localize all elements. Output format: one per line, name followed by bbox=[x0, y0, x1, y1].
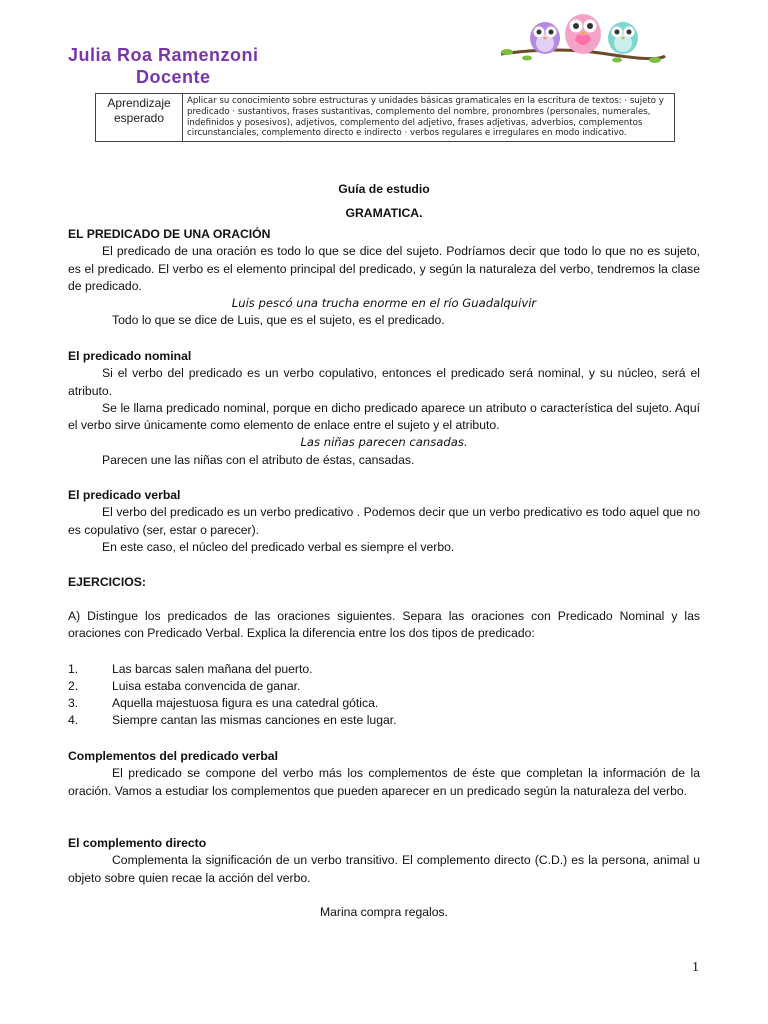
section-heading: Complementos del predicado verbal bbox=[68, 749, 278, 763]
list-item-text: Las barcas salen mañana del puerto. bbox=[112, 662, 313, 676]
objective-label-line2: esperado bbox=[113, 111, 165, 125]
list-item-text: Luisa estaba convencida de ganar. bbox=[112, 679, 301, 693]
list-item-number: 2. bbox=[68, 679, 79, 693]
section-heading: EL PREDICADO DE UNA ORACIÓN bbox=[68, 227, 271, 241]
guide-subtitle: GRAMATICA. bbox=[345, 206, 423, 220]
learning-objective-table bbox=[95, 93, 675, 142]
teacher-name: Julia Roa Ramenzoni bbox=[68, 45, 259, 65]
exercises-heading: EJERCICIOS: bbox=[68, 575, 146, 589]
paragraph: El predicado de una oración es todo lo que se dice del sujeto. Podríamos decir que todo lo que no es sujeto, es el predicado. El verbo es el elemento principal del predicado, y según la naturaleza del verbo, tendremos la clase de predicado. bbox=[68, 244, 700, 293]
objective-text: Aplicar su conocimiento sobre estructuras y unidades básicas gramaticales en la escritura de textos: · sujeto y predicado · sustantivos, frases sustantivas, complemento del nombre, pronombres (personales, numerales, indefinidos y posesivos), adjetivos, complemento del adjetivo, frases adjetivas, adverbios, complementos circunstanciales, complemento directo e indirecto · verbos regulares e irregulares en modo indicativo. bbox=[183, 94, 675, 142]
paragraph: Todo lo que se dice de Luis, que es el sujeto, es el predicado. bbox=[112, 313, 445, 328]
section-heading: El predicado verbal bbox=[68, 488, 181, 502]
list-item-number: 4. bbox=[68, 713, 79, 727]
list-item bbox=[68, 712, 397, 729]
paragraph: Complementa la significación de un verbo transitivo. El complemento directo (C.D.) es la persona, animal u objeto sobre quien recae la acción del verbo. bbox=[68, 853, 700, 885]
guide-title: Guía de estudio bbox=[338, 182, 430, 196]
objective-label bbox=[96, 94, 183, 142]
section-heading: El complemento directo bbox=[68, 836, 207, 850]
section-heading: El predicado nominal bbox=[68, 349, 192, 363]
paragraph: En este caso, el núcleo del predicado verbal es siempre el verbo. bbox=[102, 539, 455, 554]
paragraph: Se le llama predicado nominal, porque en dicho predicado aparece un atributo o característica del sujeto. Aquí el verbo sirve únicamente como elemento de enlace entre el sujeto y el atributo. bbox=[68, 400, 700, 433]
section-nominal bbox=[68, 348, 700, 469]
section-directo bbox=[68, 835, 700, 887]
paragraph: Si el verbo del predicado es un verbo copulativo, entonces el predicado será nominal, y su núcleo, será el atributo. bbox=[68, 366, 700, 398]
example-sentence: Luis pescó una trucha enorme en el río Guadalquivir bbox=[231, 296, 537, 311]
page-number: 1 bbox=[692, 960, 699, 975]
example-sentence: Marina compra regalos. bbox=[319, 905, 449, 919]
list-item bbox=[68, 661, 313, 678]
list-item bbox=[68, 678, 300, 695]
owls-on-branch-icon bbox=[497, 10, 669, 70]
section-complementos bbox=[68, 748, 700, 800]
section-verbal bbox=[68, 487, 700, 556]
list-item-number: 1. bbox=[68, 662, 79, 676]
teacher-role: Docente bbox=[136, 67, 211, 87]
paragraph: El predicado se compone del verbo más los complementos de éste que completan la información de la oración. Vamos a estudiar los complementos que pueden aparecer en un predicado según la naturaleza del verbo. bbox=[68, 766, 700, 798]
paragraph: El verbo del predicado es un verbo predicativo . Podemos decir que un verbo predicativo es todo aquel que no es copulativo (ser, estar o parecer). bbox=[68, 505, 700, 537]
objective-label-line1: Aprendizaje bbox=[107, 96, 171, 110]
list-item-text: Aquella majestuosa figura es una catedral gótica. bbox=[112, 696, 379, 710]
section-predicado bbox=[68, 226, 700, 330]
list-item bbox=[68, 695, 378, 712]
paragraph: Parecen une las niñas con el atributo de éstas, cansadas. bbox=[102, 452, 415, 467]
list-item-number: 3. bbox=[68, 696, 79, 710]
exercises-instruction: A) Distingue los predicados de las oraciones siguientes. Separa las oraciones con Predicado Nominal y las oraciones con Predicado Verbal. Explica la diferencia entre los dos tipos de predicado: bbox=[68, 609, 700, 641]
list-item-text: Siempre cantan las mismas canciones en este lugar. bbox=[112, 713, 397, 727]
example-sentence: Las niñas parecen cansadas. bbox=[300, 435, 468, 450]
